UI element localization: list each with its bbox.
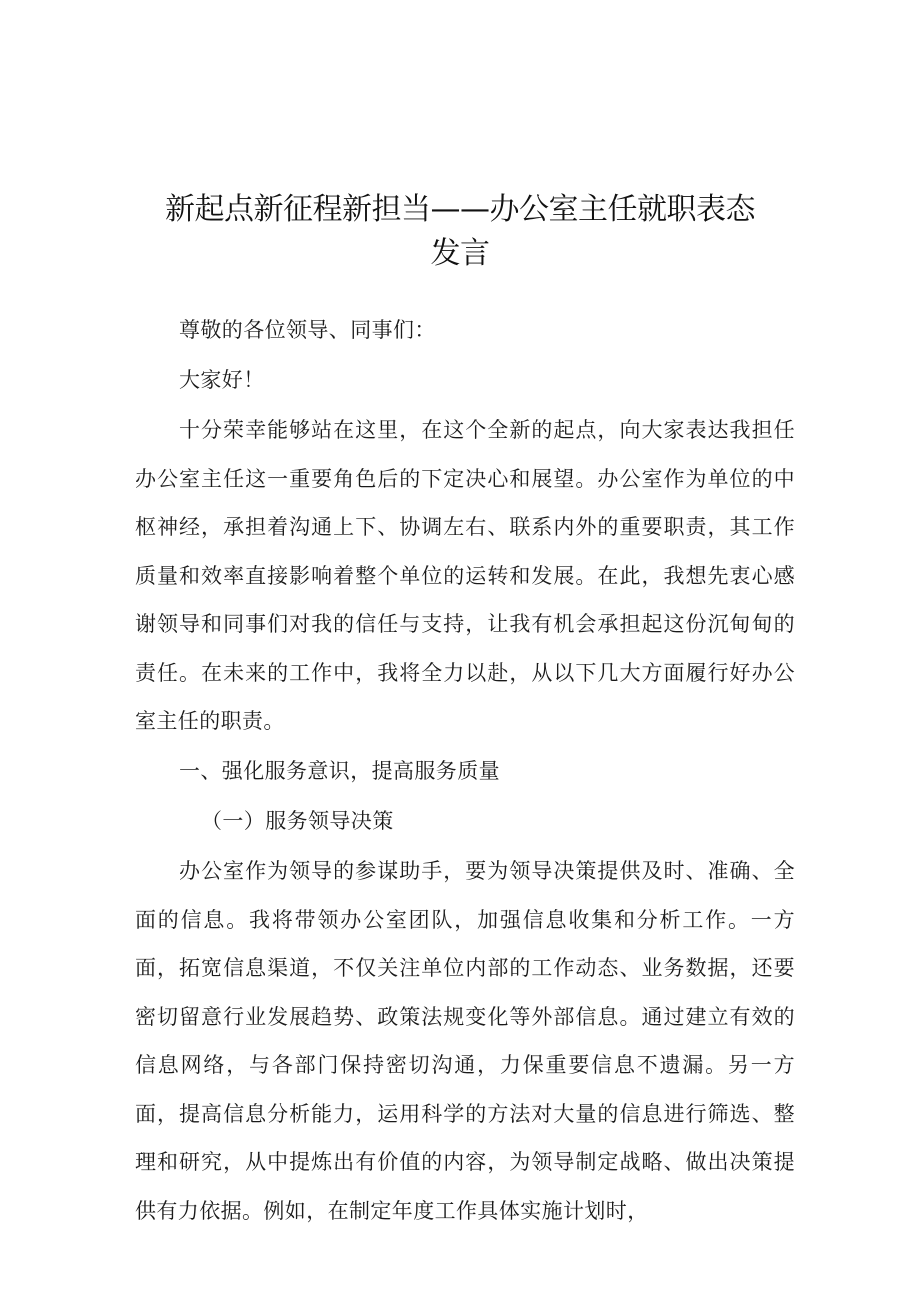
salutation: 尊敬的各位领导、同事们： xyxy=(179,318,436,342)
title-line-1: 新起点新征程新担当——办公室主任就职表态 xyxy=(165,192,755,227)
document-title xyxy=(150,188,770,276)
section-heading-1: 一、强化服务意识，提高服务质量 xyxy=(179,759,500,783)
title-line-2: 发言 xyxy=(430,236,490,271)
document-body xyxy=(135,306,795,1235)
greeting: 大家好！ xyxy=(179,368,265,392)
subsection-heading-1: （一）服务领导决策 xyxy=(201,809,394,833)
intro-paragraph: 十分荣幸能够站在这里，在这个全新的起点，向大家表达我担任办公室主任这一重要角色后的下定决心和展望。办公室作为单位的中枢神经，承担着沟通上下、协调左右、联系内外的重要职责，其工作质量和效率直接影响着整个单位的运转和发展。在此，我想先衷心感谢领导和同事们对我的信任与支持，让我有机会承担起这份沉甸甸的责任。在未来的工作中，我将全力以赴，从以下几大方面履行好办公室主任的职责。 xyxy=(135,418,795,733)
subsection-paragraph-1: 办公室作为领导的参谋助手，要为领导决策提供及时、准确、全面的信息。我将带领办公室团队，加强信息收集和分析工作。一方面，拓宽信息渠道，不仅关注单位内部的工作动态、业务数据，还要密切留意行业发展趋势、政策法规变化等外部信息。通过建立有效的信息网络，与各部门保持密切沟通，力保重要信息不遗漏。另一方面，提高信息分析能力，运用科学的方法对大量的信息进行筛选、整理和研究，从中提炼出有价值的内容，为领导制定战略、做出决策提供有力依据。例如，在制定年度工作具体实施计划时， xyxy=(135,859,795,1223)
